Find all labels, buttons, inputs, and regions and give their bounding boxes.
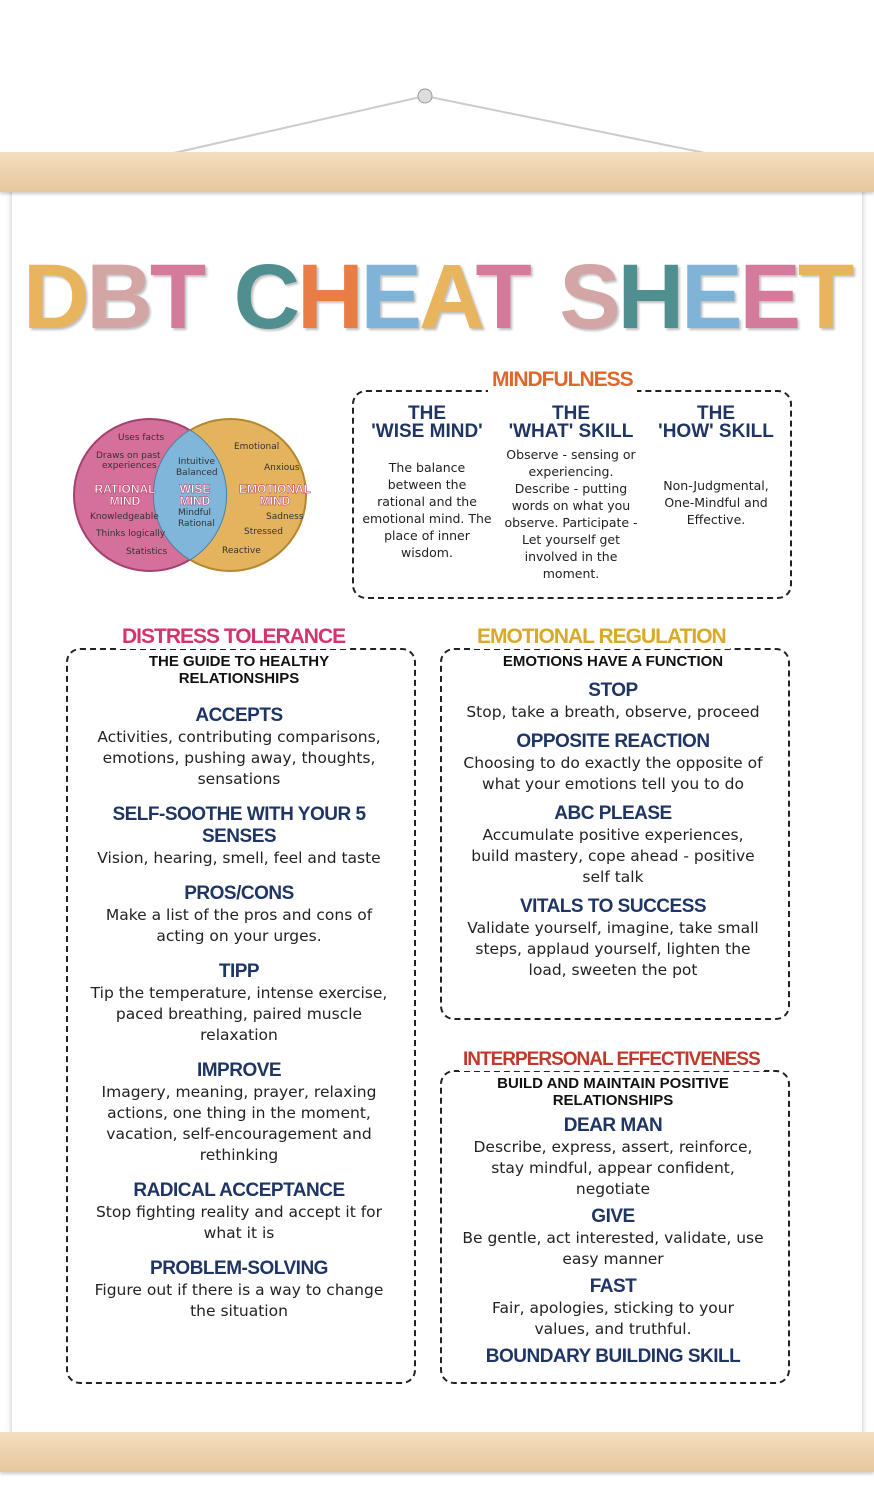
skill-heading: ACCEPTS bbox=[195, 705, 283, 726]
venn-text: Anxious bbox=[264, 463, 300, 473]
skill-description: Choosing to do exactly the opposite of what your emotions tell you to do bbox=[463, 754, 763, 793]
how-skill-text: Non-Judgmental, One-Mindful and Effective. bbox=[663, 478, 769, 527]
title-letter: A bbox=[418, 246, 476, 348]
title-letter bbox=[529, 246, 552, 348]
skill-description: Vision, hearing, smell, feel and taste bbox=[97, 849, 381, 867]
emotional-regulation-title: EMOTIONAL REGULATION bbox=[473, 625, 730, 649]
wise-mind-heading: 'WISE MIND' bbox=[371, 421, 483, 442]
skill-description: Validate yourself, imagine, take small steps, applaud yourself, lighten the load, sweeten the pot bbox=[467, 919, 759, 979]
title-letter: T bbox=[149, 246, 204, 348]
top-wood-hanger bbox=[0, 152, 874, 192]
skill-description: Stop, take a breath, observe, proceed bbox=[466, 703, 760, 721]
skill-heading: BOUNDARY BUILDING SKILL bbox=[485, 1346, 741, 1367]
skill-description: Describe, express, assert, reinforce, stay mindful, appear confident, negotiate bbox=[473, 1138, 753, 1198]
skill-description: Be gentle, act interested, validate, use easy manner bbox=[462, 1229, 764, 1268]
skill-heading: TIPP bbox=[218, 961, 260, 982]
venn-text: experiences bbox=[102, 461, 157, 471]
skill-heading: PROBLEM-SOLVING bbox=[150, 1258, 328, 1279]
venn-text: Emotional bbox=[234, 442, 280, 452]
rational-mind-label: RATIONAL bbox=[94, 482, 156, 496]
emotional-mind-label: EMOTIONAL bbox=[239, 482, 311, 496]
skill-heading: SELF-SOOTHE WITH YOUR 5 SENSES bbox=[112, 804, 366, 847]
title-letter: H bbox=[617, 246, 682, 348]
skill-heading: STOP bbox=[588, 680, 638, 701]
skill-heading: OPPOSITE REACTION bbox=[516, 731, 710, 752]
skill-description: Tip the temperature, intense exercise, paced breathing, paired muscle relaxation bbox=[90, 984, 388, 1044]
title-letter: T bbox=[475, 246, 529, 348]
skill-description: Activities, contributing comparisons, emotions, pushing away, thoughts, sensations bbox=[97, 728, 381, 788]
skill-description: Accumulate positive experiences, build mastery, cope ahead - positive self talk bbox=[471, 826, 755, 886]
skill-heading: RADICAL ACCEPTANCE bbox=[133, 1180, 345, 1201]
title-letter: B bbox=[86, 246, 150, 348]
bottom-wood-hanger bbox=[0, 1432, 874, 1472]
skill-heading: VITALS TO SUCCESS bbox=[519, 896, 707, 917]
title-letter: D bbox=[22, 246, 87, 348]
venn-text: Reactive bbox=[222, 546, 261, 556]
how-skill-heading: THE bbox=[697, 403, 735, 424]
title-letter bbox=[203, 246, 226, 348]
skill-heading: GIVE bbox=[591, 1206, 635, 1227]
emotional-subtitle: EMOTIONS HAVE A FUNCTION bbox=[502, 653, 724, 670]
venn-text: Mindful bbox=[178, 508, 212, 518]
what-skill-heading: THE bbox=[552, 403, 590, 424]
distress-tolerance-title: DISTRESS TOLERANCE bbox=[118, 625, 349, 649]
what-skill-heading: 'WHAT' SKILL bbox=[508, 421, 634, 442]
interpersonal-effectiveness-content bbox=[450, 1075, 776, 1368]
title-letter: E bbox=[360, 246, 419, 348]
distress-tolerance-content bbox=[76, 653, 402, 1322]
interpersonal-effectiveness-title: INTERPERSONAL EFFECTIVENESS bbox=[459, 1049, 764, 1071]
title-letter: E bbox=[681, 246, 740, 348]
venn-text: Intuitive bbox=[178, 457, 215, 467]
skill-heading: IMPROVE bbox=[196, 1060, 282, 1081]
skill-description: Make a list of the pros and cons of acting on your urges. bbox=[105, 906, 373, 945]
skill-heading: ABC PLEASE bbox=[554, 803, 672, 824]
title-letter: C bbox=[233, 246, 298, 348]
title-letter: H bbox=[297, 246, 361, 348]
distress-subtitle: THE GUIDE TO HEALTHY RELATIONSHIPS bbox=[148, 653, 330, 687]
venn-text: Thinks logically bbox=[96, 529, 166, 539]
venn-text: Sadness bbox=[266, 512, 304, 522]
venn-text: Statistics bbox=[126, 547, 168, 557]
wise-mind-text: The balance between the rational and the emotional mind. The place of inner wisdom. bbox=[362, 460, 492, 560]
rational-mind-label: MIND bbox=[109, 494, 141, 508]
emotional-regulation-content bbox=[450, 653, 776, 981]
skill-heading: DEAR MAN bbox=[563, 1115, 663, 1136]
venn-labels bbox=[70, 415, 310, 575]
wise-mind-label: MIND bbox=[179, 494, 211, 508]
skill-description: Stop fighting reality and accept it for what it is bbox=[95, 1203, 383, 1242]
title-letter: E bbox=[739, 246, 798, 348]
mindfulness-title: MINDFULNESS bbox=[488, 368, 637, 392]
venn-text: Balanced bbox=[176, 468, 218, 478]
skill-heading: PROS/CONS bbox=[184, 883, 294, 904]
venn-text: Draws on past bbox=[96, 451, 161, 461]
title-letter: T bbox=[797, 246, 852, 348]
emotional-mind-label: MIND bbox=[259, 494, 291, 508]
wise-mind-label: WISE bbox=[179, 482, 211, 496]
skill-heading: FAST bbox=[589, 1276, 637, 1297]
venn-text: Uses facts bbox=[118, 433, 165, 443]
title-letter: S bbox=[559, 246, 618, 348]
venn-text: Knowledgeable bbox=[90, 512, 159, 522]
skill-description: Fair, apologies, sticking to your values, and truthful. bbox=[492, 1299, 734, 1338]
what-skill-text: Observe - sensing or experiencing. Describe - putting words on what you observe. Participate - Let yourself get involved in the moment. bbox=[504, 447, 638, 581]
interpersonal-subtitle: BUILD AND MAINTAIN POSITIVE RELATIONSHIPS bbox=[497, 1075, 729, 1109]
skill-description: Imagery, meaning, prayer, relaxing actions, one thing in the moment, vacation, self-encouragement and rethinking bbox=[101, 1083, 377, 1164]
wise-mind-heading: THE bbox=[408, 403, 446, 424]
how-skill-heading: 'HOW' SKILL bbox=[658, 421, 774, 442]
poster-title bbox=[0, 245, 874, 350]
venn-text: Rational bbox=[178, 519, 215, 529]
skill-description: Figure out if there is a way to change the situation bbox=[94, 1281, 384, 1320]
nail-icon bbox=[418, 89, 432, 103]
venn-text: Stressed bbox=[244, 527, 283, 537]
